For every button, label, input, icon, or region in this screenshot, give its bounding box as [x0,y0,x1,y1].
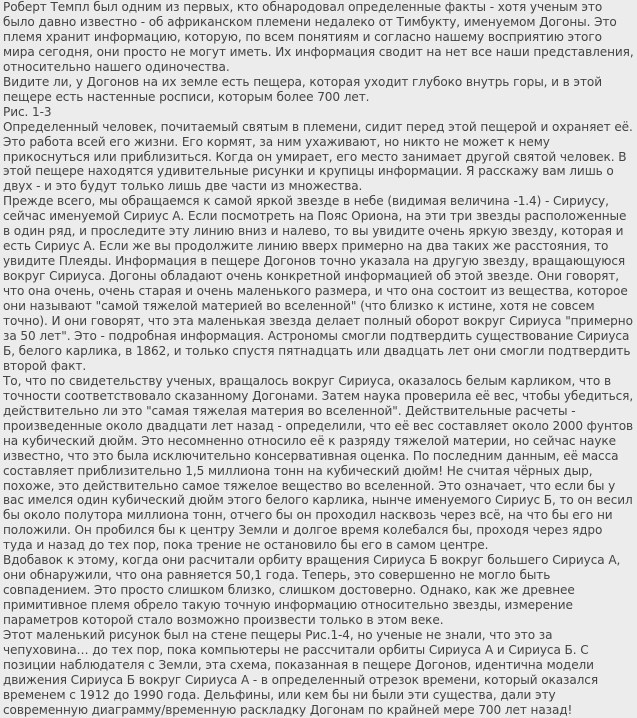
paragraph-cave-drawing: Этот маленький рисунок был на стене пещеры Рис.1-4, но ученые не знали, что это за чепуховина… до тех пор, пока компьютеры не рассчитали орбиты Сириуса А и Сириуса Б. С позиции наблюдателя с Земли, эта схема, показанная в пещере Догонов, идентична модели движения Сириуса Б вокруг Сириуса А - в определенный отрезок времени, который оказался временем с 1912 до 1990 года. Дельфины, или кем бы ни были эти существа, дали эту современную диаграмму/временную раскладку Догонам по крайней мере 700 лет назад! [3,628,599,717]
paragraph-guardian: Определенный человек, почитаемый святым в племени, сидит перед этой пещерой и охраняет её. Это работа всей его жизни. Его кормят, за ним ухаживают, но никто не может к нему прикоснуться или приблизиться. Когда он умирает, его место занимает другой святой человек. В этой пещере находятся удивительные рисунки и крупицы информации. Я расскажу вам лишь о двух - и это будут только лишь две части из множества. [3,119,633,194]
paragraph-cave: Видите ли, у Догонов на их земле есть пещера, которая уходит глубоко внутрь горы, и в этой пещере есть настенные росписи, которым более 700 лет. [3,74,602,104]
figure-caption-1-3: Рис. 1-3 [3,104,52,119]
paragraph-white-dwarf: То, что по свидетельству ученых, вращалось вокруг Сириуса, оказалось белым карликом, что в точности соответствовало сказанному Догонами. Затем наука проверила её вес, чтобы убедиться, действительно ли это "самая тяжелая материя во вселенной". Действительные расчеты - произведенные около двадцати лет назад - определили, что её вес составляет около 2000 фунтов на кубический дюйм. Это несомненно относило её к разряду тяжелой материи, но сейчас науке известно, что это была исключительно консервативная оценка. По последним данным, её масса составляет приблизительно 1,5 миллиона тонн на кубический дюйм! Не считая чёрных дыр, похоже, это действительно самое тяжелое вещество во вселенной. Это означает, что если бы у вас имелся один кубический дюйм этого белого карлика, нынче именуемого Сириус Б, то он весил бы около полутора миллиона тонн, отчего бы он проходил насквозь через всё, на что бы его ни положили. Он пробился бы к центру Земли и долгое время колебался бы, проходя через ядро туда и назад до тех пор, пока трение не остановило бы его в самом центре. [3,373,634,553]
document-body [3,0,635,718]
paragraph-temple-dogon: Роберт Темпл был одним из первых, кто обнародовал определенные факты - хотя ученым это было давно известно - об африканском племени недалеко от Тимбукту, именуемом Догоны. Это племя хранит информацию, которую, по всем понятиям и согласно нашему восприятию этого мира сегодня, они просто не могут иметь. Их информация сводит на нет все наши представления, относительно нашего одиночества. [3,0,634,74]
paragraph-orbit-period: Вдобавок к этому, когда они расчитали орбиту вращения Сириуса Б вокруг большего Сириуса А, они обнаружили, что она равняется 50,1 года. Теперь, это совершенно не могло быть совпадением. Это просто слишком близко, слишком достоверно. Однако, как же древнее примитивное племя обрело такую точную информацию относительно звезды, измерение параметров которой стало возможно произвести только в этом веке. [3,553,621,628]
paragraph-sirius-a: Прежде всего, мы обращаемся к самой яркой звезде в небе (видимая величина -1.4) - Сириусу, сейчас именуемой Сириус А. Если посмотреть на Пояс Ориона, на эти три звезды расположенные в один ряд, и проследите эту линию вниз и налево, то вы увидите очень яркую звезду, которая и есть Сириус А. Если же вы продолжите линию вверх примерно на два таких же расстояния, то увидите Плеяды. Информация в пещере Догонов точно указала на другую звезду, вращающуюся вокруг Сириуса. Догоны обладают очень конкретной информацией об этой звезде. Они говорят, что она очень, очень старая и очень маленького размера, и что она состоит из вещества, которое они называют "самой тяжелой материей во вселенной" (что близко к истине, хотя не совсем точно). И они говорят, что эта маленькая звезда делает полный оборот вокруг Сириуса "примерно за 50 лет". Это - подробная информация. Астрономы смогли подтвердить существование Сириуса Б, белого карлика, в 1862, и только спустя пятнадцать или двадцать лет они смогли подтвердить второй факт. [3,194,633,373]
